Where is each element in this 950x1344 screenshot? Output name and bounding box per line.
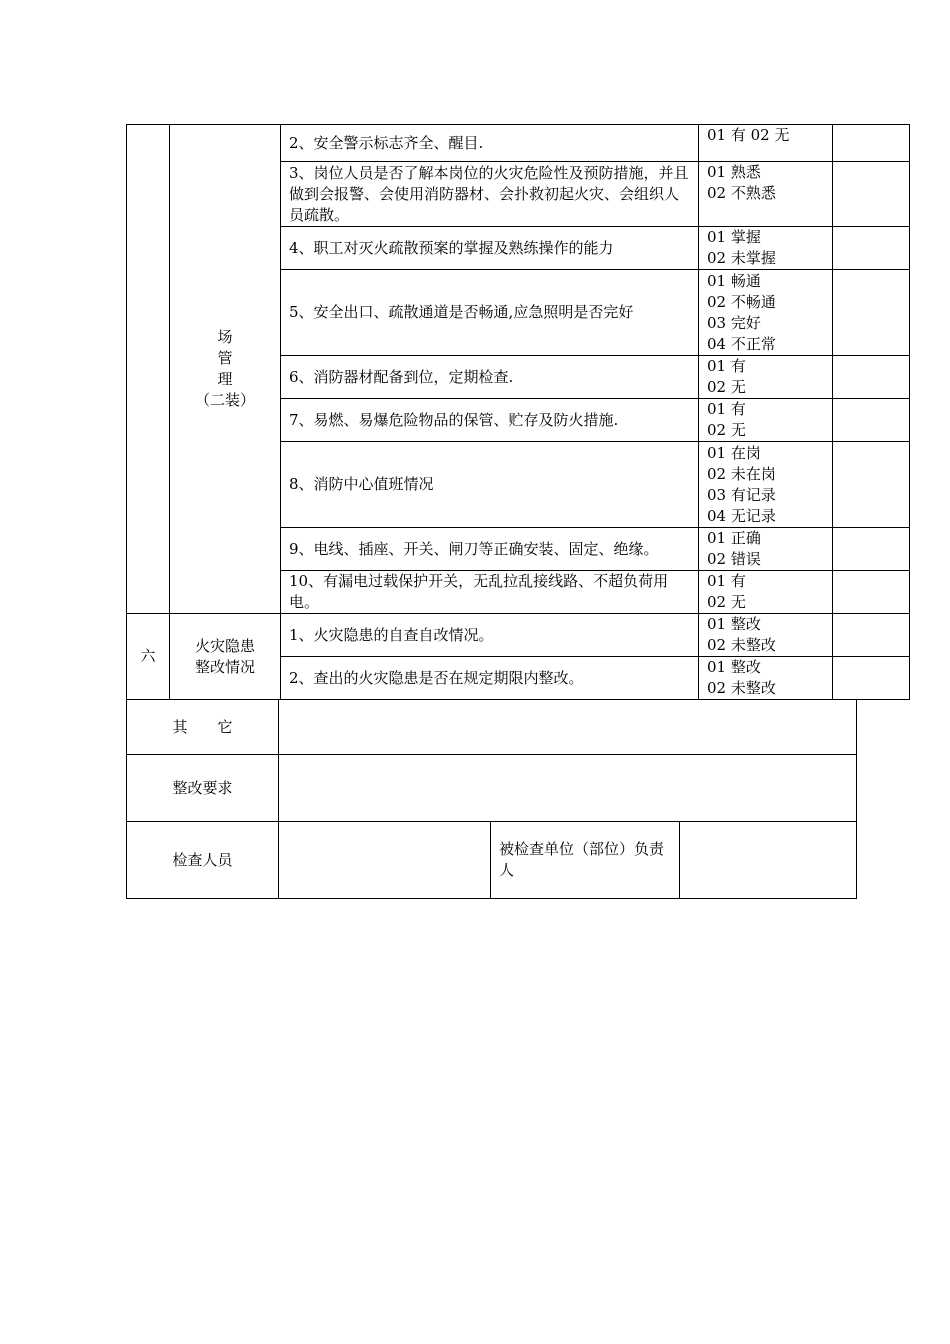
item-options bbox=[699, 571, 833, 614]
result-cell[interactable] bbox=[833, 657, 910, 700]
section-label-line: （二装） bbox=[194, 391, 255, 409]
option: 02 不畅通 bbox=[707, 292, 776, 311]
option: 02 无 bbox=[707, 421, 746, 439]
result-cell[interactable] bbox=[833, 270, 910, 356]
option: 01 整改 bbox=[707, 658, 761, 676]
section-label-line: 理 bbox=[217, 370, 233, 388]
inspector-label: 检查人员 bbox=[127, 822, 279, 899]
result-cell[interactable] bbox=[833, 528, 910, 571]
item-options bbox=[699, 614, 833, 657]
item-options bbox=[699, 528, 833, 571]
item-options bbox=[699, 356, 833, 399]
option: 01 有 bbox=[707, 400, 746, 418]
rectify-field[interactable] bbox=[279, 755, 857, 822]
option: 04 不正常 bbox=[707, 334, 776, 353]
result-cell[interactable] bbox=[833, 356, 910, 399]
option: 02 错误 bbox=[707, 550, 761, 568]
option: 02 无 bbox=[707, 593, 746, 611]
option: 01 整改 bbox=[707, 615, 761, 633]
item-text: 4、职工对灭火疏散预案的掌握及熟练操作的能力 bbox=[281, 227, 699, 270]
item-text: 10、有漏电过载保护开关，无乱拉乱接线路、不超负荷用电。 bbox=[281, 571, 699, 614]
option: 02 未掌握 bbox=[707, 249, 776, 267]
option: 04 无记录 bbox=[707, 506, 776, 525]
result-cell[interactable] bbox=[833, 442, 910, 528]
result-cell[interactable] bbox=[833, 399, 910, 442]
item-text: 2、安全警示标志齐全、醒目. bbox=[281, 125, 699, 162]
option: 01 有 bbox=[707, 572, 746, 590]
option: 01 熟悉 bbox=[707, 163, 761, 181]
item-options bbox=[699, 270, 833, 356]
item-text: 8、消防中心值班情况 bbox=[281, 442, 699, 528]
item-text: 2、查出的火灾隐患是否在规定期限内整改。 bbox=[281, 657, 699, 700]
other-field[interactable] bbox=[279, 700, 857, 755]
section-number-cell bbox=[127, 125, 170, 614]
item-options bbox=[699, 399, 833, 442]
other-label: 其 它 bbox=[127, 700, 279, 755]
section-label-line: 场 bbox=[217, 328, 233, 346]
option: 02 未整改 bbox=[707, 636, 776, 654]
section-title-line: 整改情况 bbox=[194, 657, 255, 676]
section-number: 六 bbox=[127, 614, 170, 700]
option: 01 畅通 bbox=[707, 271, 761, 290]
item-text: 1、火灾隐患的自查自改情况。 bbox=[281, 614, 699, 657]
result-cell[interactable] bbox=[833, 614, 910, 657]
item-text: 7、易燃、易爆危险物品的保管、贮存及防火措施. bbox=[281, 399, 699, 442]
rectify-label: 整改要求 bbox=[127, 755, 279, 822]
item-text: 9、电线、插座、开关、闸刀等正确安装、固定、绝缘。 bbox=[281, 528, 699, 571]
option: 01 在岗 bbox=[707, 443, 761, 462]
item-options bbox=[699, 162, 833, 227]
section-label-line: 管 bbox=[217, 349, 233, 367]
result-cell[interactable] bbox=[833, 125, 910, 162]
responsible-field[interactable] bbox=[680, 822, 857, 899]
footer-table bbox=[126, 699, 857, 899]
item-options bbox=[699, 442, 833, 528]
result-cell[interactable] bbox=[833, 227, 910, 270]
item-options bbox=[699, 657, 833, 700]
item-text: 5、安全出口、疏散通道是否畅通,应急照明是否完好 bbox=[281, 270, 699, 356]
option: 02 未在岗 bbox=[707, 464, 776, 483]
option: 01 掌握 bbox=[707, 228, 761, 246]
item-options bbox=[699, 227, 833, 270]
option: 02 无 bbox=[707, 378, 746, 396]
item-text: 6、消防器材配备到位，定期检查. bbox=[281, 356, 699, 399]
option: 02 未整改 bbox=[707, 679, 776, 697]
section-title-line: 火灾隐患 bbox=[194, 636, 255, 655]
option: 01 有 bbox=[707, 357, 746, 375]
result-cell[interactable] bbox=[833, 162, 910, 227]
responsible-label: 被检查单位（部位）负责人 bbox=[491, 822, 680, 899]
item-text: 3、岗位人员是否了解本岗位的火灾危险性及预防措施，并且做到会报警、会使用消防器材、会扑救初起火灾、会组织人员疏散。 bbox=[281, 162, 699, 227]
option: 01 有 02 无 bbox=[707, 126, 790, 144]
option: 03 完好 bbox=[707, 313, 761, 332]
option: 02 不熟悉 bbox=[707, 184, 776, 202]
section-title bbox=[170, 614, 281, 700]
option: 01 正确 bbox=[707, 529, 761, 547]
section-label-cell bbox=[170, 125, 281, 614]
result-cell[interactable] bbox=[833, 571, 910, 614]
option: 03 有记录 bbox=[707, 485, 776, 504]
inspector-field[interactable] bbox=[279, 822, 491, 899]
item-options bbox=[699, 125, 833, 162]
inspection-table bbox=[126, 124, 910, 700]
